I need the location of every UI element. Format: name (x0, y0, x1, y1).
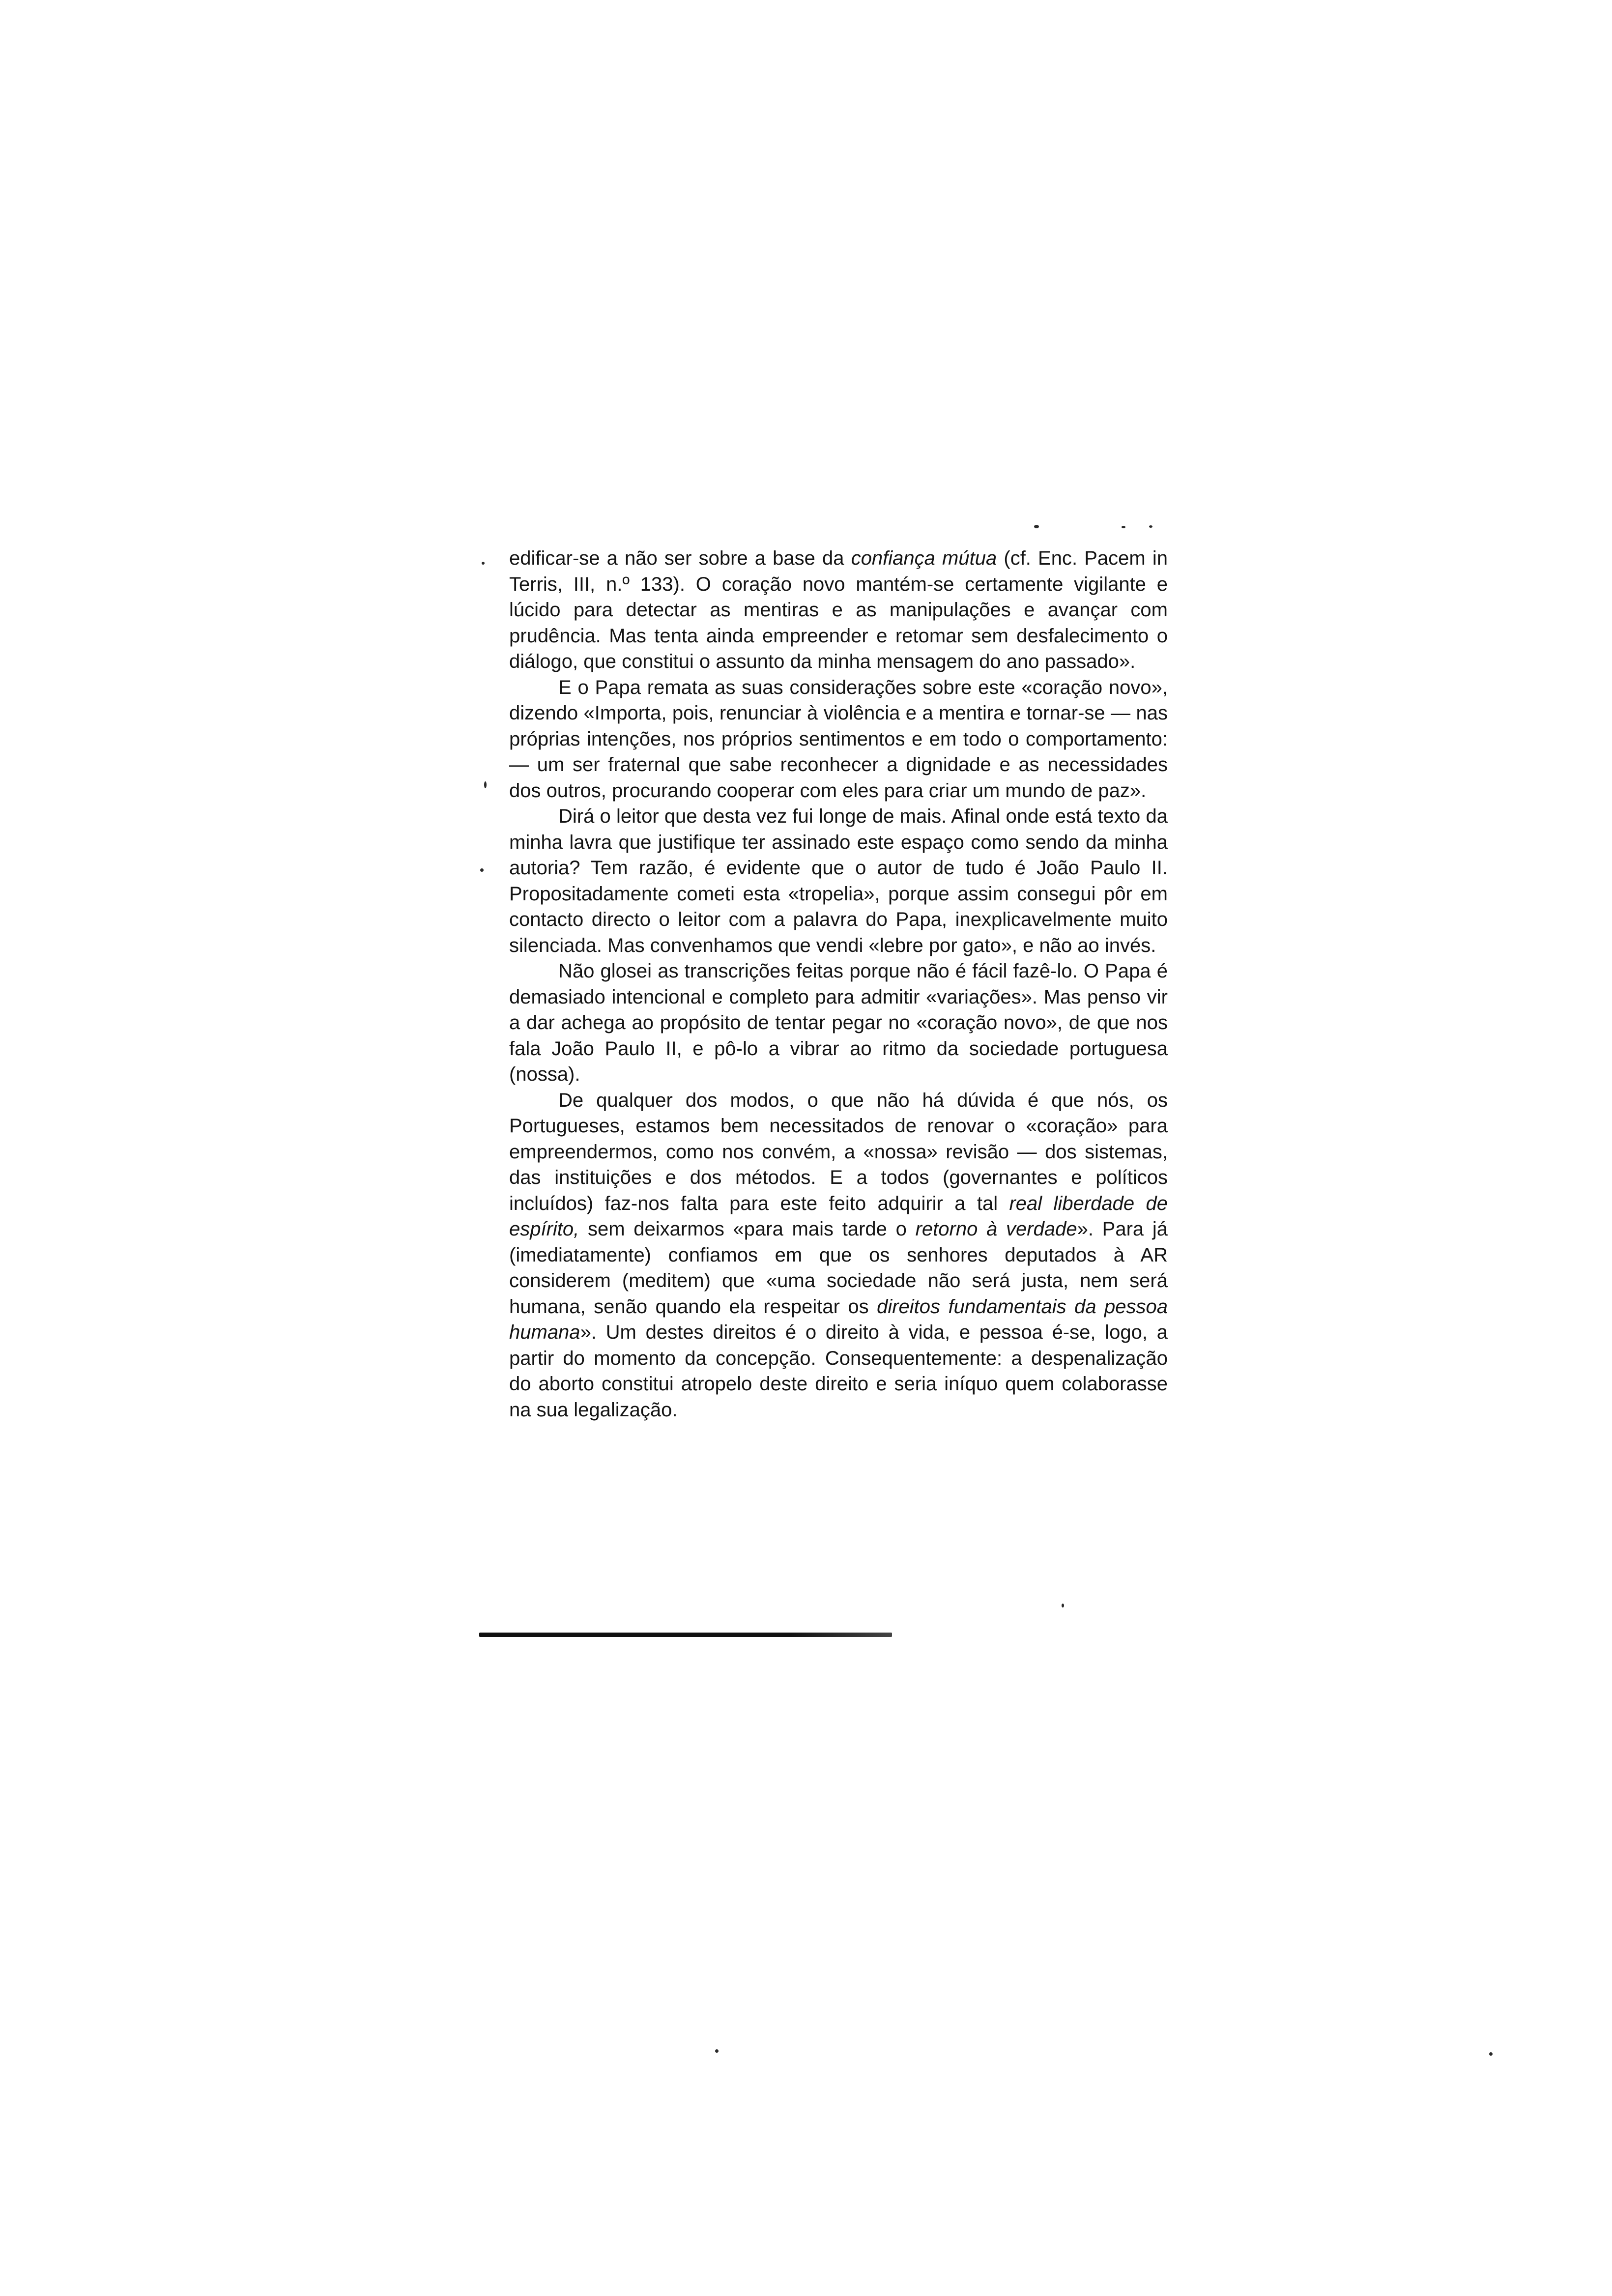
scan-speck (1062, 1604, 1064, 1607)
text-run: ». Para já (imediatamente) confiamos em que os senhores deputados à AR considerem (meditem) que «uma sociedade não será justa, nem será humana, senão quando ela respeitar os (509, 1218, 1168, 1318)
italic-text-run: confiança mútua (851, 547, 997, 569)
scan-speck (1034, 525, 1039, 528)
italic-text-run: direitos fundamentais da pessoa humana (509, 1295, 1168, 1343)
text-run: De qualquer dos modos, o que não há dúvida é que nós, os Portugueses, estamos bem necessitados de renovar o «coração» para empreendermos, como nos convém, a «nossa» revisão — dos sistemas, das instituições e dos métodos. E a todos (governantes e políticos incluídos) faz-nos falta para este feito adquirir a tal (509, 1089, 1168, 1214)
scan-speck (1122, 526, 1125, 528)
scan-speck (1149, 525, 1152, 528)
article-text-column (509, 545, 1168, 1423)
text-run: Não glosei as transcrições feitas porque não é fácil fazê-lo. O Papa é demasiado intencional e completo para admitir «variações». Mas penso vir a dar achega ao propósito de tentar pegar no «coração novo», de que nos fala João Paulo II, e pô-lo a vibrar ao ritmo da sociedade portuguesa (nossa). (509, 960, 1168, 1085)
text-run: (cf. Enc. Pacem in Terris, III, n.º 133). O coração novo mantém-se certamente vigilante e lúcido para detectar as mentiras e as manipulações e avançar com prudência. Mas tenta ainda empreender e retomar sem desfalecimento o diálogo, que constitui o assunto da minha mensagem do ano passado». (509, 547, 1168, 672)
scan-speck (480, 868, 484, 872)
text-run: ». Um destes direitos é o direito à vida, e pessoa é-se, logo, a partir do momento da concepção. Consequentemente: a despenalização do aborto constitui atropelo deste direito e seria iníquo quem colaborasse na sua legalização. (509, 1321, 1168, 1421)
text-run: Dirá o leitor que desta vez fui longe de mais. Afinal onde está texto da minha lavra que justifique ter assinado este espaço como sendo da minha autoria? Tem razão, é evidente que o autor de tudo é João Paulo II. Propositadamente cometi esta «tropelia», porque assim consegui pôr em contacto directo o leitor com a palavra do Papa, inexplicavelmente muito silenciada. Mas convenhamos que vendi «lebre por gato», e não ao invés. (509, 805, 1168, 956)
scan-speck (482, 562, 485, 565)
scan-speck (1489, 2052, 1493, 2056)
paragraph-4 (509, 958, 1168, 1088)
paragraph-3 (509, 804, 1168, 958)
paragraph-5 (509, 1088, 1168, 1423)
scan-speck (715, 2049, 719, 2053)
text-run: sem deixarmos «para mais tarde o (579, 1218, 916, 1240)
paragraph-1 (509, 545, 1168, 675)
text-run: E o Papa remata as suas considerações sobre este «coração novo», dizendo «Importa, pois, renunciar à violência e a mentira e tornar-se — nas próprias intenções, nos próprios sentimentos e em todo o comportamento: — um ser fraternal que sabe reconhecer a dignidade e as necessidades dos outros, procurando cooperar com eles para criar um mundo de paz». (509, 676, 1168, 802)
paragraph-2 (509, 675, 1168, 804)
italic-text-run: real liberdade de espírito, (509, 1192, 1168, 1240)
end-rule (479, 1633, 892, 1637)
italic-text-run: retorno à verdade (915, 1218, 1077, 1240)
text-run: edificar-se a não ser sobre a base da (509, 547, 851, 569)
scan-speck (484, 781, 487, 788)
